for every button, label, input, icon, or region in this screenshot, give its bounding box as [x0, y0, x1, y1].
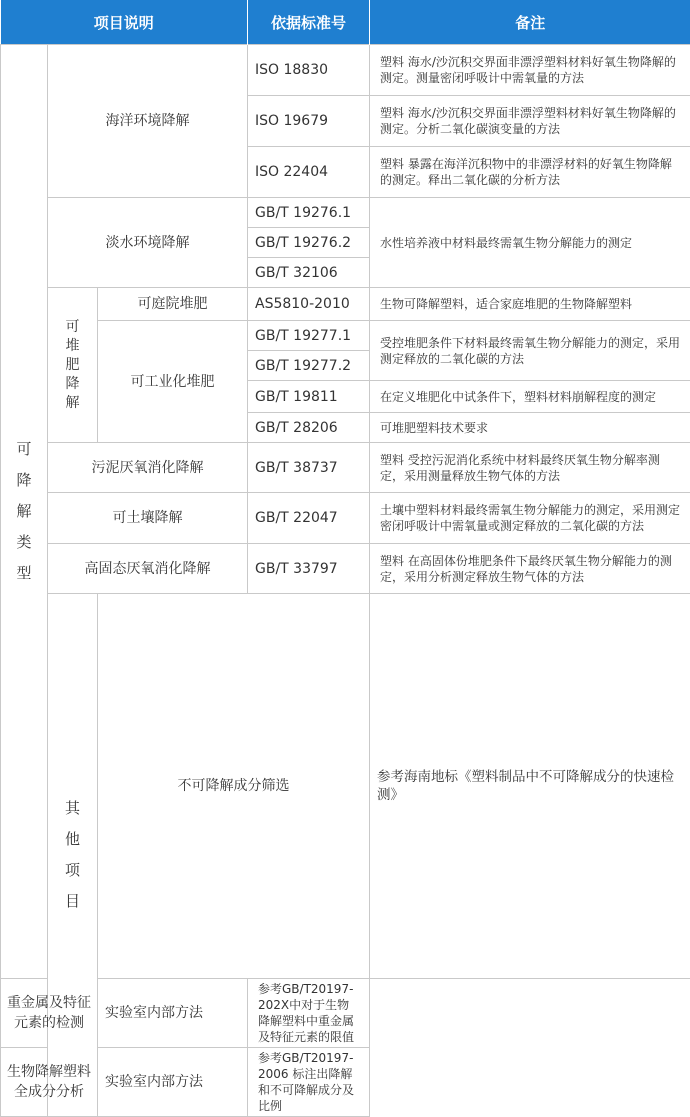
table-row	[1, 198, 690, 228]
group-label-degradable: 可 降 解 类 型	[1, 45, 48, 979]
standard-code: ISO 19679	[248, 96, 370, 147]
category-full-composition: 生物降解塑料全成分分析	[1, 1048, 98, 1117]
group-label-other: 其 他 项 目	[48, 594, 98, 1117]
standard-code: GB/T 38737	[248, 443, 370, 493]
standard-code: 参考海南地标《塑料制品中不可降解成分的快速检测》	[370, 594, 690, 979]
category-nondegradable-screening: 不可降解成分筛选	[98, 594, 370, 979]
note-text: 塑料 暴露在海洋沉积物中的非漂浮材料的好氧生物降解的测定。释出二氧化碳的分析方法	[370, 147, 690, 198]
standard-code: GB/T 32106	[248, 258, 370, 288]
standard-code: 实验室内部方法	[98, 979, 248, 1048]
header-item: 项目说明	[1, 0, 248, 45]
header-note: 备注	[370, 0, 690, 45]
standard-code: AS5810-2010	[248, 288, 370, 321]
category-freshwater: 淡水环境降解	[48, 198, 248, 288]
category-solid-anaerobic: 高固态厌氧消化降解	[48, 544, 248, 594]
standard-code: GB/T 19277.2	[248, 351, 370, 381]
standard-code: GB/T 19276.1	[248, 198, 370, 228]
note-text: 土壤中塑料材料最终需氧生物分解能力的测定，采用测定密闭呼吸计中需氧量或测定释放的二氧化碳的方法	[370, 493, 690, 544]
table-row	[1, 544, 690, 594]
note-text: 塑料 在高固体份堆肥条件下最终厌氧生物分解能力的测定，采用分析测定释放生物气体的方法	[370, 544, 690, 594]
category-soil: 可土壤降解	[48, 493, 248, 544]
standard-code: GB/T 33797	[248, 544, 370, 594]
standard-code: GB/T 19276.2	[248, 228, 370, 258]
category-heavy-metals: 重金属及特征元素的检测	[1, 979, 98, 1048]
standard-code: ISO 18830	[248, 45, 370, 96]
category-sludge: 污泥厌氧消化降解	[48, 443, 248, 493]
header-standard: 依据标准号	[248, 0, 370, 45]
header-row	[1, 0, 690, 45]
table-row	[1, 443, 690, 493]
note-text: 塑料 受控污泥消化系统中材料最终厌氧生物分解率测定，采用测量释放生物气体的方法	[370, 443, 690, 493]
category-home-compost: 可庭院堆肥	[98, 288, 248, 321]
category-industrial-compost: 可工业化堆肥	[98, 321, 248, 443]
table-row	[1, 321, 690, 351]
group-label-compostable: 可 堆 肥 降 解	[48, 288, 98, 443]
standard-code: GB/T 19811	[248, 381, 370, 413]
standard-code: ISO 22404	[248, 147, 370, 198]
note-text: 塑料 海水/沙沉积交界面非漂浮塑料材料好氧生物降解的测定。分析二氧化碳演变量的方法	[370, 96, 690, 147]
standard-code: GB/T 22047	[248, 493, 370, 544]
category-marine: 海洋环境降解	[48, 45, 248, 198]
note-text: 可堆肥塑料技术要求	[370, 413, 690, 443]
note-text: 生物可降解塑料，适合家庭堆肥的生物降解塑料	[370, 288, 690, 321]
table-row	[1, 288, 690, 321]
table-row	[1, 1048, 690, 1117]
note-text: 参考GB/T20197-202X中对于生物降解塑料中重金属及特征元素的限值	[248, 979, 370, 1048]
note-text: 参考GB/T20197-2006 标注出降解和不可降解成分及比例	[248, 1048, 370, 1117]
table-row	[1, 594, 690, 979]
table-row	[1, 493, 690, 544]
table-row	[1, 45, 690, 96]
standard-code: GB/T 19277.1	[248, 321, 370, 351]
note-text: 在定义堆肥化中试条件下，塑料材料崩解程度的测定	[370, 381, 690, 413]
standard-code: 实验室内部方法	[98, 1048, 248, 1117]
note-text: 水性培养液中材料最终需氧生物分解能力的测定	[370, 198, 690, 288]
note-text: 受控堆肥条件下材料最终需氧生物分解能力的测定，采用测定释放的二氧化碳的方法	[370, 321, 690, 381]
table-row	[1, 979, 690, 1048]
note-text: 塑料 海水/沙沉积交界面非漂浮塑料材料好氧生物降解的测定。测量密闭呼吸计中需氧量的方法	[370, 45, 690, 96]
standard-code: GB/T 28206	[248, 413, 370, 443]
